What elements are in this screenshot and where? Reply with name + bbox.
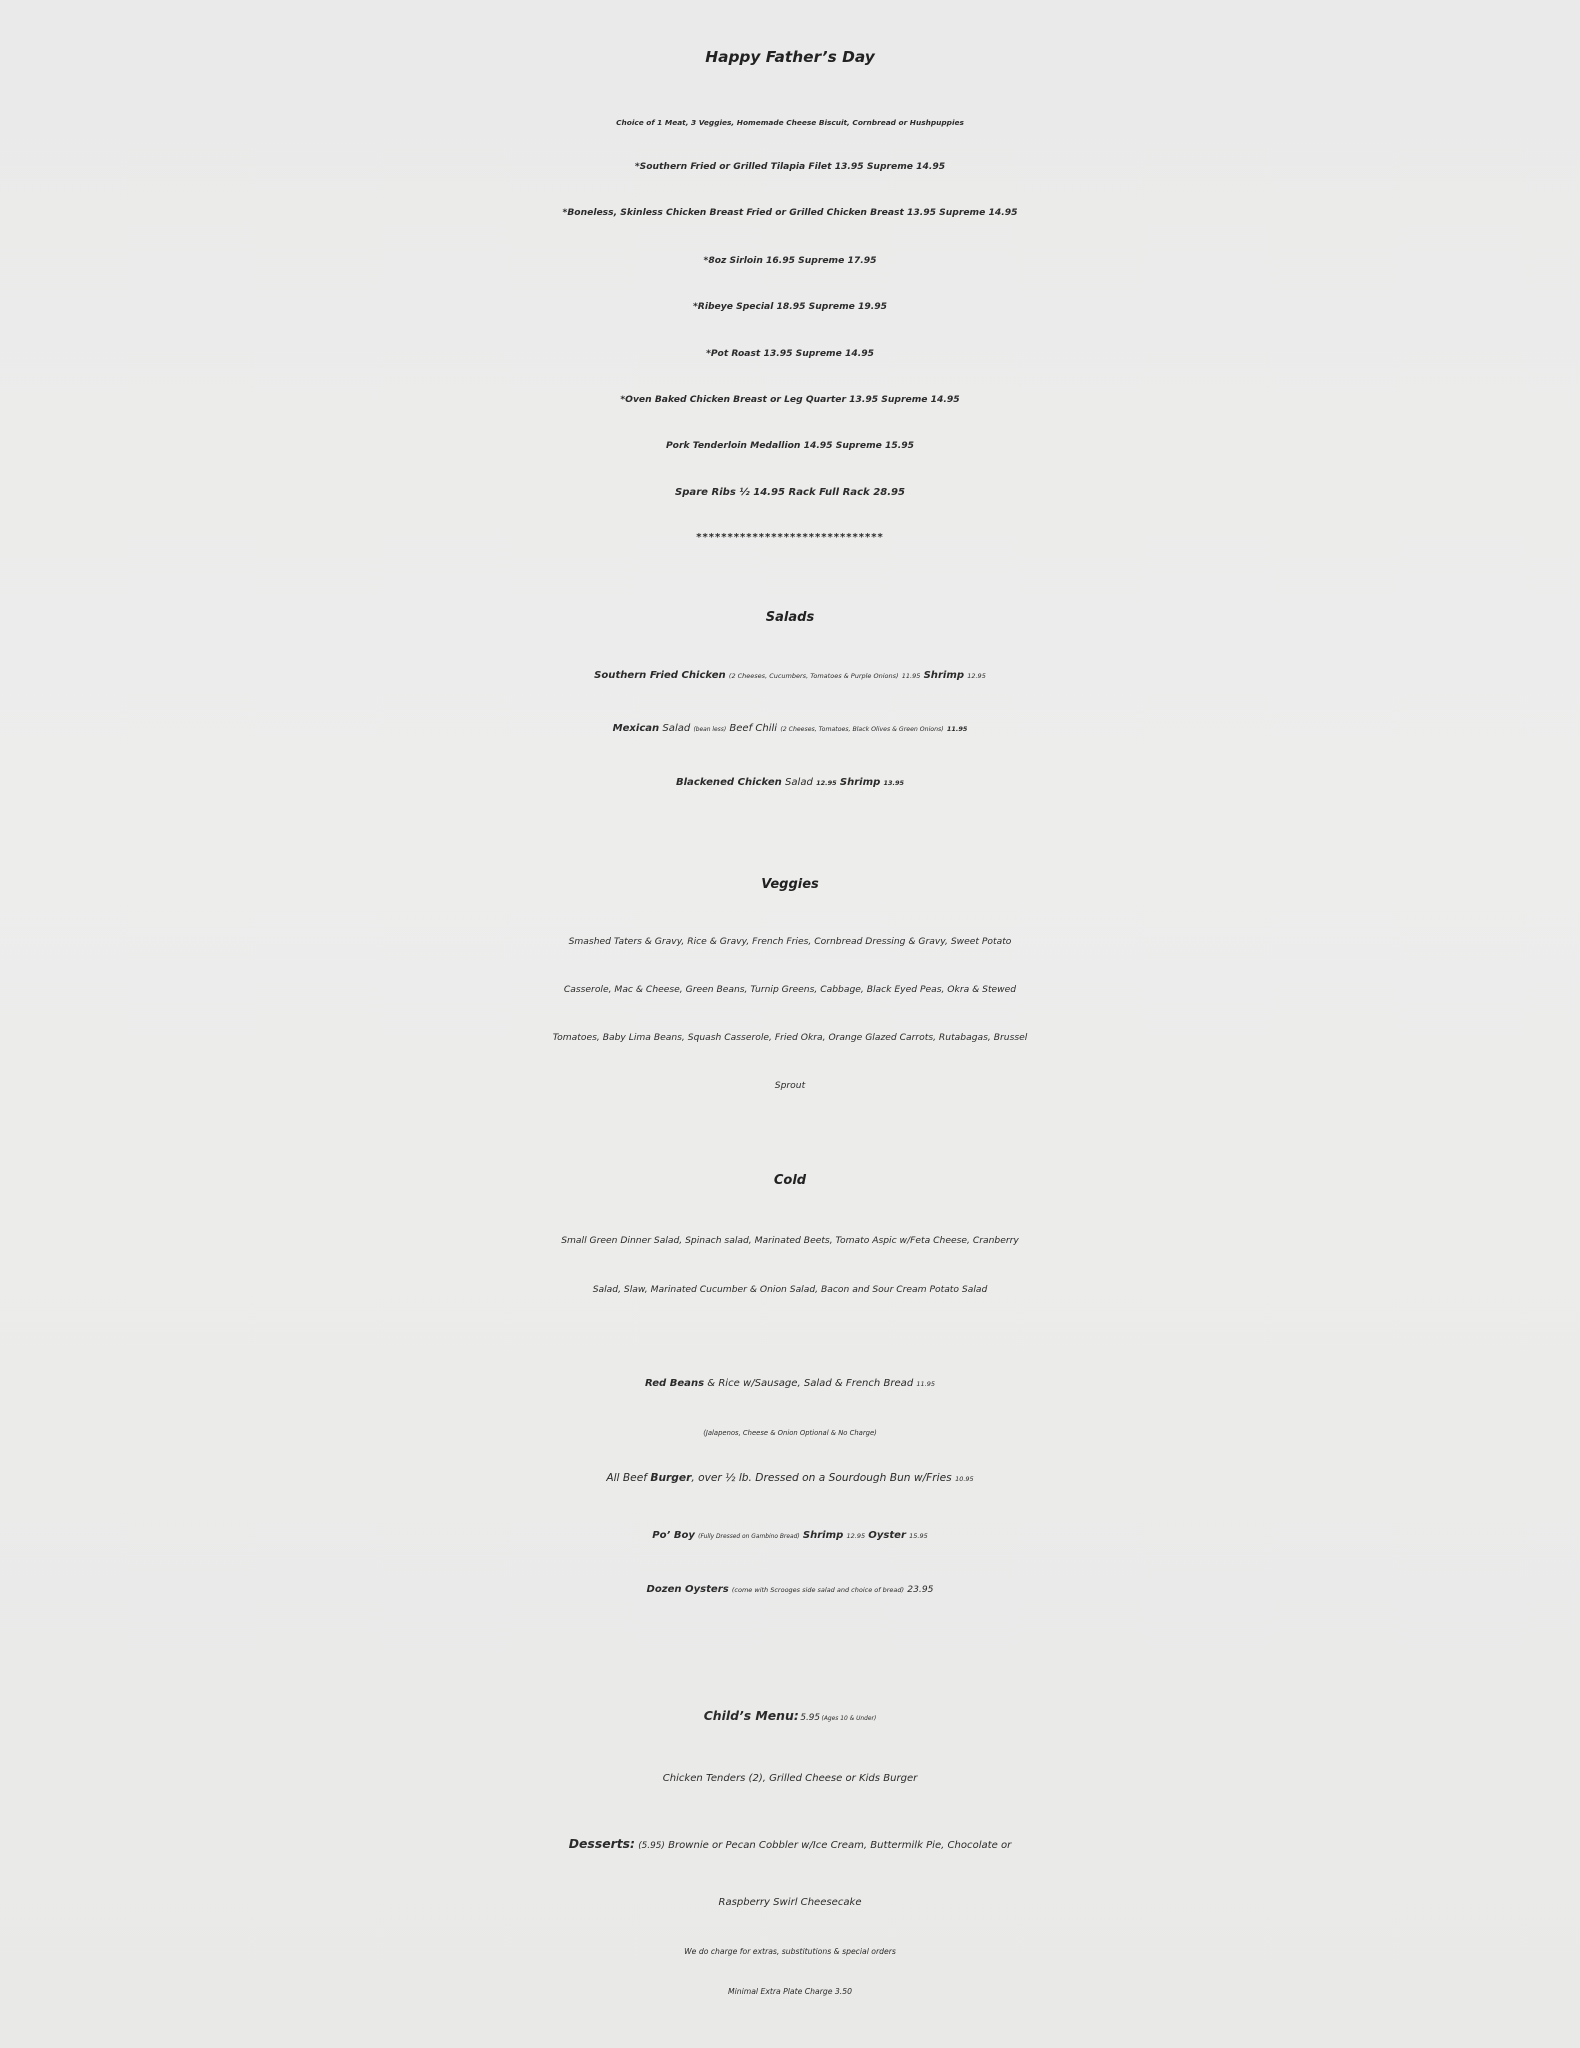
childs-menu-line	[0, 1710, 1580, 1723]
po-boy-note: (Fully Dressed on Gambino Bread)	[698, 1534, 800, 1540]
salad-alt-price: 12.95	[967, 672, 986, 680]
desserts-heading: Desserts:	[568, 1836, 636, 1851]
salad-name: Blackened Chicken	[675, 777, 782, 788]
salad-desc: (2 Cheeses, Cucumbers, Tomatoes & Purple Onions)	[728, 672, 899, 680]
salad-name: Mexican	[612, 723, 660, 734]
oysters-name: Dozen Oysters	[646, 1584, 729, 1595]
salad-price: 11.95	[946, 725, 968, 733]
divider: ******************************	[696, 532, 884, 543]
po-boy-line	[0, 1531, 1580, 1541]
red-beans-price: 11.95	[916, 1380, 936, 1388]
red-beans-desc: & Rice w/Sausage, Salad & French Bread	[707, 1378, 914, 1389]
meat-item: *Oven Baked Chicken Breast or Leg Quarter 13.95 Supreme 14.95	[620, 394, 960, 405]
burger-pre: All Beef	[606, 1471, 647, 1484]
burger-line	[0, 1473, 1580, 1484]
meat-item: *8oz Sirloin 16.95 Supreme 17.95	[703, 255, 877, 266]
salad-name: Southern Fried Chicken	[594, 670, 726, 681]
salad-line-3	[0, 778, 1580, 788]
childs-note: (Ages 10 & Under)	[821, 1716, 877, 1722]
salad-alt-price: 13.95	[883, 779, 905, 787]
burger-desc: , over ½ lb. Dressed on a Sourdough Bun w/Fries	[691, 1471, 952, 1484]
oysters-line	[0, 1585, 1580, 1595]
salad-price: 11.95	[901, 672, 921, 680]
veggies-line: Smashed Taters & Gravy, Rice & Gravy, French Fries, Cornbread Dressing & Gravy, Sweet Potato	[568, 936, 1012, 947]
red-beans-note: (Jalapenos, Cheese & Onion Optional & No Charge)	[703, 1429, 877, 1437]
veggies-line: Sprout	[774, 1080, 806, 1091]
desserts-items-2: Raspberry Swirl Cheesecake	[718, 1897, 862, 1908]
menu-subtitle: Choice of 1 Meat, 3 Veggies, Homemade Cheese Biscuit, Cornbread or Hushpuppies	[616, 118, 964, 127]
desserts-line	[0, 1838, 1580, 1851]
salad-line-1	[0, 671, 1580, 681]
cold-heading: Cold	[773, 1173, 807, 1188]
po-boy-shrimp: Shrimp	[802, 1530, 844, 1541]
salad-price: 12.95	[816, 779, 837, 787]
childs-items: Chicken Tenders (2), Grilled Cheese or Kids Burger	[662, 1773, 918, 1784]
salad-name-2: Salad	[662, 723, 691, 734]
po-boy-shrimp-price: 12.95	[846, 1532, 866, 1540]
salad-alt: Shrimp	[839, 777, 881, 788]
meat-item: *Boneless, Skinless Chicken Breast Fried or Grilled Chicken Breast 13.95 Supreme 14.95	[562, 207, 1018, 218]
childs-price: 5.95	[800, 1713, 821, 1723]
oysters-note: (come with Scrooges side salad and choice of bread)	[731, 1586, 905, 1594]
veggies-line: Casserole, Mac & Cheese, Green Beans, Turnip Greens, Cabbage, Black Eyed Peas, Okra & Stewed	[563, 984, 1017, 995]
footer-charge: Minimal Extra Plate Charge 3.50	[728, 1987, 852, 1996]
salad-name-3: Beef Chili	[729, 723, 778, 734]
veggies-line: Tomatoes, Baby Lima Beans, Squash Casserole, Fried Okra, Orange Glazed Carrots, Rutabagas, Brussel	[552, 1032, 1028, 1043]
footer-note: We do charge for extras, substitutions & special orders	[684, 1947, 896, 1956]
salad-desc: (2 Cheeses, Tomatoes, Black Olives & Green Onions)	[780, 726, 944, 733]
po-boy-oyster: Oyster	[868, 1530, 906, 1541]
childs-heading: Child’s Menu:	[703, 1708, 799, 1723]
salads-heading: Salads	[765, 610, 815, 625]
meat-item: *Ribeye Special 18.95 Supreme 19.95	[693, 301, 887, 312]
red-beans-line	[0, 1379, 1580, 1389]
veggies-heading: Veggies	[761, 877, 819, 892]
meat-item: Pork Tenderloin Medallion 14.95 Supreme 15.95	[665, 440, 915, 451]
cold-line: Small Green Dinner Salad, Spinach salad, Marinated Beets, Tomato Aspic w/Feta Cheese, Cranberry	[561, 1235, 1019, 1246]
salad-line-2	[0, 724, 1580, 734]
salad-alt: Shrimp	[923, 670, 965, 681]
cold-line: Salad, Slaw, Marinated Cucumber & Onion Salad, Bacon and Sour Cream Potato Salad	[592, 1284, 988, 1295]
burger-price: 10.95	[955, 1475, 974, 1483]
salad-note: (bean less)	[693, 727, 727, 733]
desserts-price: (5.95)	[638, 1841, 665, 1851]
meat-item: Spare Ribs ½ 14.95 Rack Full Rack 28.95	[674, 487, 906, 498]
po-boy-oyster-price: 15.95	[909, 1532, 928, 1540]
red-beans-name: Red Beans	[644, 1378, 705, 1389]
burger-name: Burger	[650, 1471, 692, 1484]
menu-title: Happy Father’s Day	[705, 48, 875, 66]
oysters-price: 23.95	[907, 1584, 934, 1595]
salad-name-2: Salad	[785, 777, 813, 788]
meat-item: *Southern Fried or Grilled Tilapia Filet 13.95 Supreme 14.95	[634, 161, 946, 172]
meat-item: *Pot Roast 13.95 Supreme 14.95	[706, 348, 874, 359]
po-boy-name: Po’ Boy	[652, 1530, 695, 1541]
desserts-items: Brownie or Pecan Cobbler w/Ice Cream, Buttermilk Pie, Chocolate or	[668, 1840, 1012, 1851]
